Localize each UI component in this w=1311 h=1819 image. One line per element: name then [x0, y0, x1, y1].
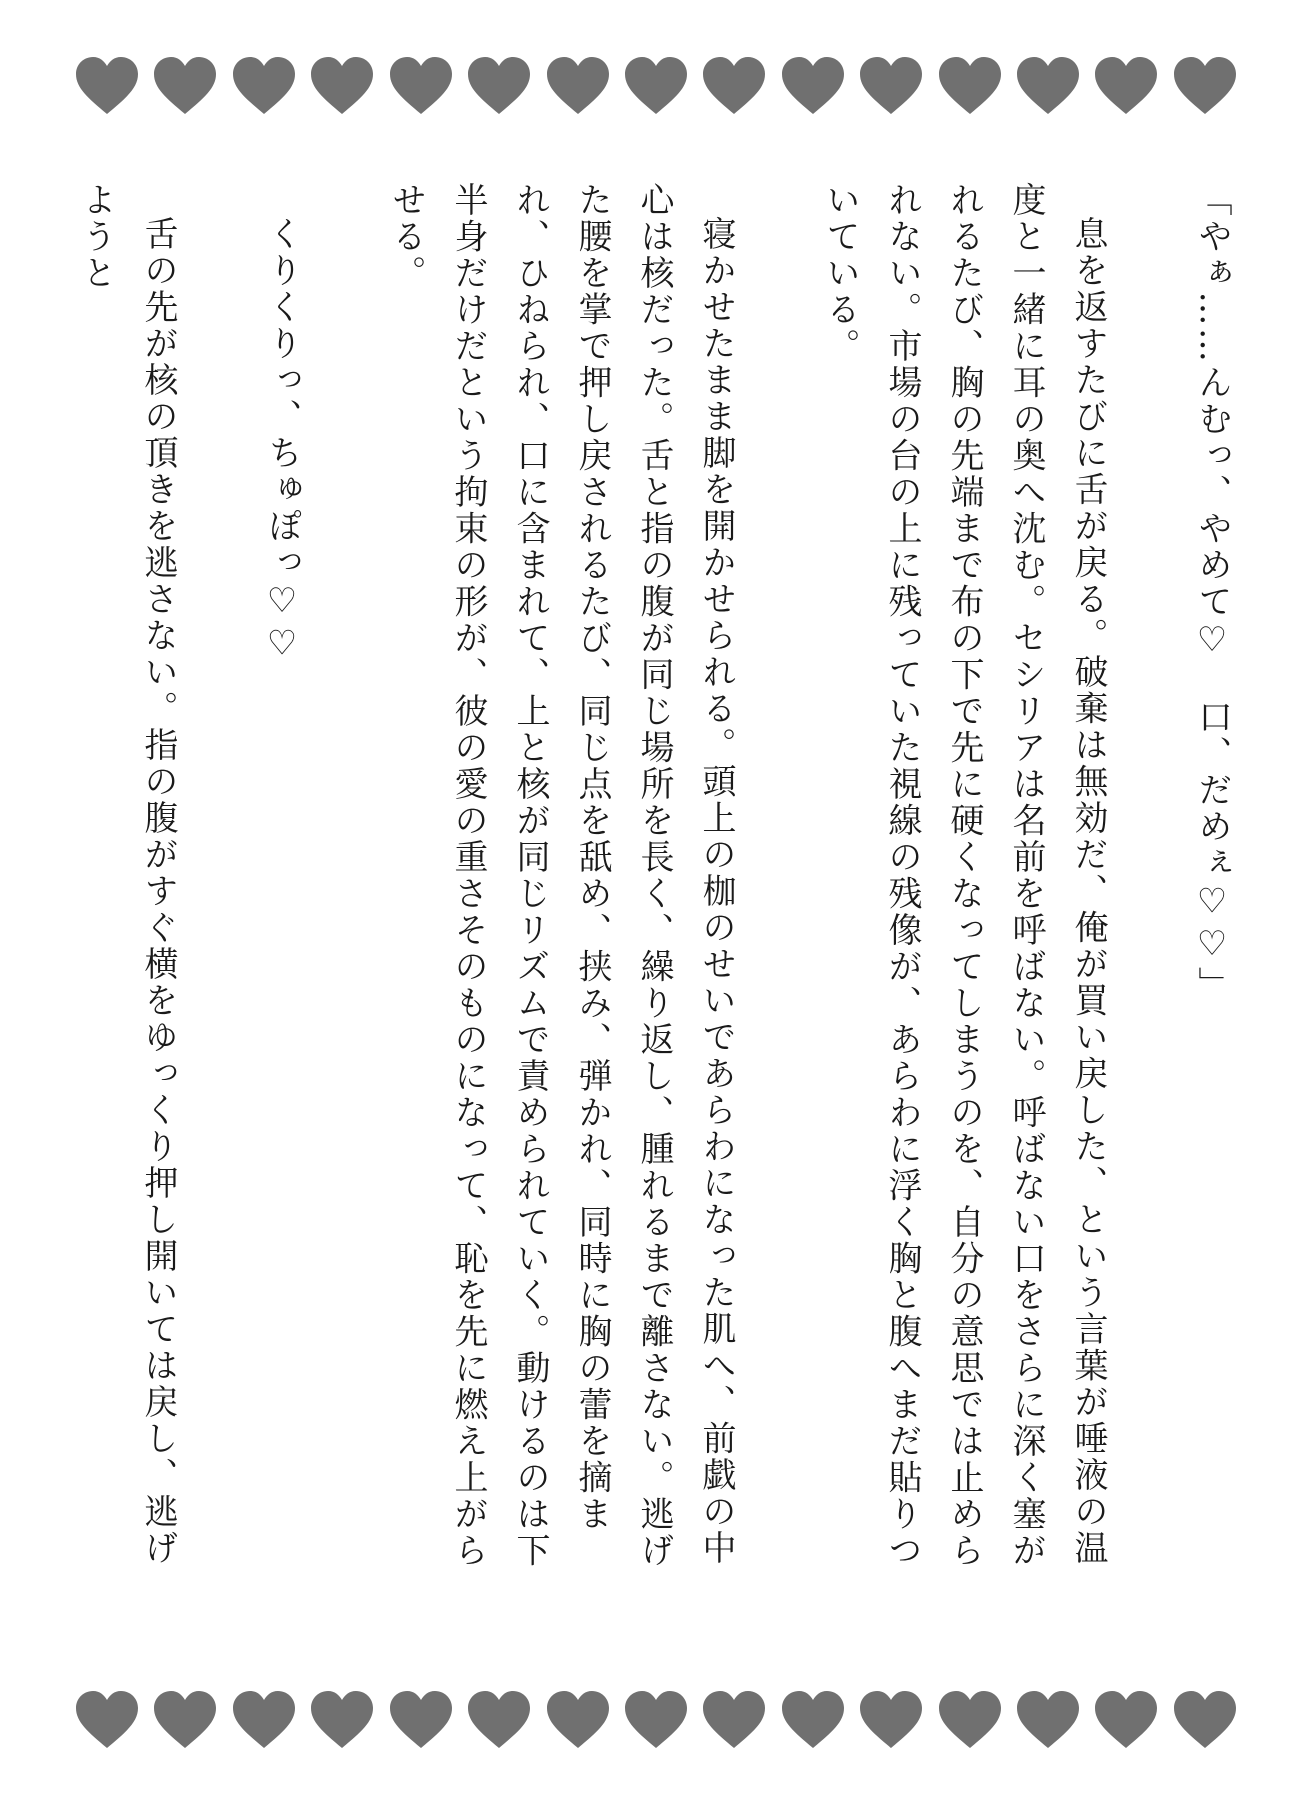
heart-icon [701, 56, 767, 116]
heart-icon [937, 1690, 1003, 1750]
blank-line [189, 182, 251, 1602]
narration-paragraph: 息を返すたびに舌が戻る。破棄は無効だ、俺が買い戻した、という言葉が唾液の温度と一緒に耳の奥へ沈む。セシリアは名前を呼ばない。呼ばない口をさらに深く塞がれるたび、胸の先端まで布の下で先に硬くなってしまうのを、自分の意思では止められない。市場の台の上に残っていた視線の残像が、あらわに浮く胸と腹へまだ貼りついている。 [820, 182, 1108, 1569]
heart-icon [1015, 1690, 1081, 1750]
heart-icon [858, 1690, 924, 1750]
heart-icon [388, 56, 454, 116]
blank-line [1119, 182, 1181, 1602]
onomatopoeia-paragraph: くりくりっ、ちゅぽっ♡♡ [262, 216, 302, 666]
heart-icon [1093, 56, 1159, 116]
heart-icon [545, 56, 611, 116]
heart-icon [309, 1690, 375, 1750]
heart-icon [152, 1690, 218, 1750]
heart-icon [623, 1690, 689, 1750]
heart-icon [74, 56, 140, 116]
heart-icon [623, 56, 689, 116]
heart-icon [780, 1690, 846, 1750]
heart-icon [545, 1690, 611, 1750]
heart-icon [152, 56, 218, 116]
blank-line [747, 182, 809, 1602]
heart-icon [1172, 1690, 1238, 1750]
heart-icon [388, 1690, 454, 1750]
heart-icon [466, 56, 532, 116]
heart-border-top [74, 54, 1238, 118]
heart-icon [231, 1690, 297, 1750]
blank-line [313, 182, 375, 1602]
heart-icon [1015, 56, 1081, 116]
heart-icon [858, 56, 924, 116]
dialogue-paragraph: 「やぁ……んむっ、やめて♡ 口、だめぇ♡♡」 [1192, 182, 1232, 1003]
heart-icon [701, 1690, 767, 1750]
heart-icon [231, 56, 297, 116]
heart-icon [1172, 56, 1238, 116]
narration-paragraph: 寝かせたまま脚を開かせられる。頭上の枷のせいであらわになった肌へ、前戯の中心は核だった。舌と指の腹が同じ場所を長く、繰り返し、腫れるまで離さない。逃げた腰を掌で押し戻されるたび、同じ点を舐め、挟み、弾かれ、同時に胸の蕾を摘まれ、ひねられ、口に含まれて、上と核が同じリズムで責められていく。動けるのは下半身だけだという拘束の形が、彼の愛の重さそのものになって、恥を先に燃え上がらせる。 [386, 182, 736, 1569]
heart-icon [309, 56, 375, 116]
heart-icon [937, 56, 1003, 116]
vertical-text-body [76, 182, 1243, 1602]
narration-paragraph: 舌の先が核の頂きを逃さない。指の腹がすぐ横をゆっくり押し開いては戻し、逃げようと [76, 182, 178, 1567]
heart-icon [466, 1690, 532, 1750]
heart-border-bottom [74, 1688, 1238, 1752]
heart-icon [74, 1690, 140, 1750]
heart-icon [780, 56, 846, 116]
heart-icon [1093, 1690, 1159, 1750]
